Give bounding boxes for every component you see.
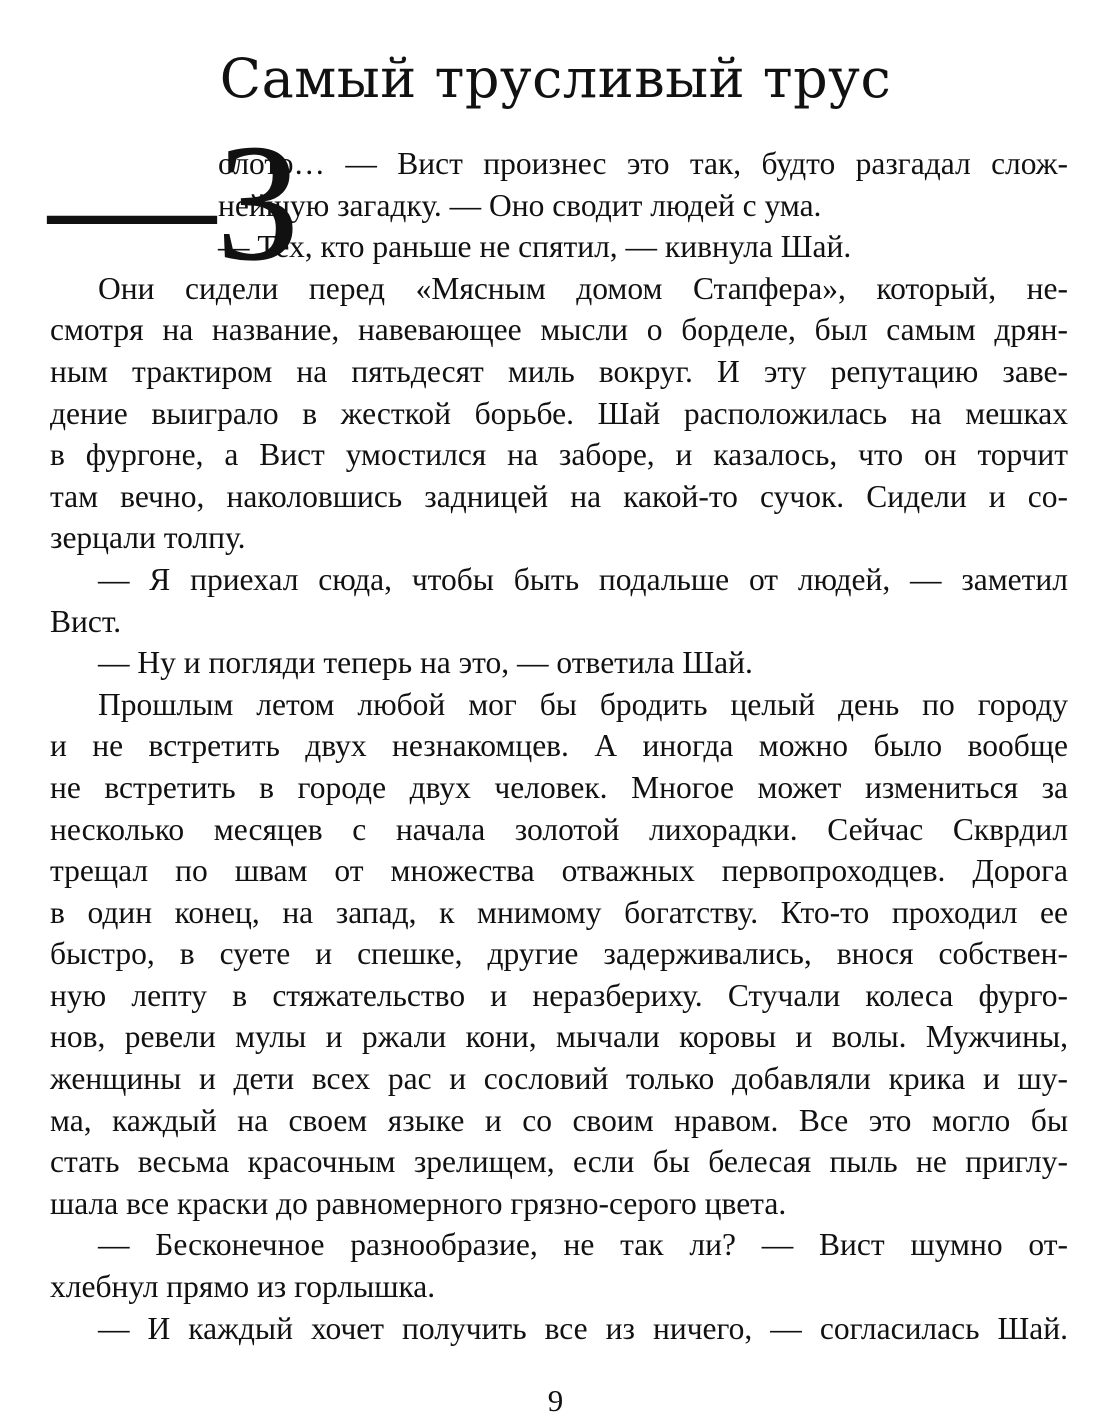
text-line: шала все краски до равномерного грязно-серого цвета. <box>50 1185 787 1221</box>
text-line: смотря на название, навевающее мысли о борделе, был самым дрян- <box>50 312 1068 348</box>
text-line: в один конец, на запад, к мнимому богатству. Кто-то проходил ее <box>50 894 1068 930</box>
text-line: не встретить в городе двух человек. Многое может измениться за <box>50 769 1068 805</box>
text-line: нейшую загадку. — Оно сводит людей с ума. <box>218 187 822 223</box>
text-line: нов, ревели мулы и ржали кони, мычали коровы и волы. Мужчины, <box>50 1019 1068 1055</box>
text-line: Прошлым летом любой мог бы бродить целый день по городу <box>98 686 1068 722</box>
body-text <box>50 143 1068 1349</box>
text-line: в фургоне, а Вист умостился на заборе, и казалось, что он торчит <box>50 437 1068 473</box>
text-line: — И каждый хочет получить все из ничего, — согласилась Шай. <box>98 1310 1068 1346</box>
text-line: Они сидели перед «Мясным домом Стапфера», который, не- <box>98 270 1068 306</box>
text-line: быстро, в суете и спешке, другие задерживались, внося собствен- <box>50 936 1068 972</box>
text-line: — Тех, кто раньше не спятил, — кивнула Шай. <box>218 229 852 265</box>
text-line: женщины и дети всех рас и сословий только добавляли крика и шу- <box>50 1061 1068 1097</box>
chapter-title: Самый трусливый трус <box>219 47 892 111</box>
text-line: — Я приехал сюда, чтобы быть подальше от людей, — заметил <box>98 561 1068 597</box>
text-line: ным трактиром на пятьдесят миль вокруг. И эту репутацию заве- <box>50 353 1068 389</box>
text-line: ную лепту в стяжательство и неразбериху. Стучали колеса фурго- <box>50 977 1068 1013</box>
text-line: — Ну и погляди теперь на это, — ответила Шай. <box>98 645 753 681</box>
page-number: 9 <box>547 1383 564 1418</box>
text-line: и не встретить двух незнакомцев. А иногда можно было вообще <box>50 728 1068 764</box>
text-line: несколько месяцев с начала золотой лихорадки. Сейчас Скврдил <box>50 811 1068 847</box>
text-line: стать весьма красочным зрелищем, если бы белесая пыль не приглу- <box>50 1144 1068 1180</box>
text-line: — Бесконечное разнообразие, не так ли? — Вист шумно от- <box>98 1227 1068 1263</box>
text-line: трещал по швам от множества отважных первопроходцев. Дорога <box>50 853 1068 889</box>
text-line: зерцали толпу. <box>50 520 246 556</box>
text-line: дение выиграло в жесткой борьбе. Шай расположилась на мешках <box>50 395 1068 431</box>
text-line: ма, каждый на своем языке и со своим нравом. Все это могло бы <box>50 1102 1068 1138</box>
text-line: Вист. <box>50 603 122 639</box>
text-line: там вечно, наколовшись задницей на какой-то сучок. Сидели и со- <box>50 478 1068 514</box>
text-line: хлебнул прямо из горлышка. <box>50 1269 436 1305</box>
text-line: олото… — Вист произнес это так, будто разгадал слож- <box>218 146 1068 181</box>
drop-cap: —З <box>48 110 301 296</box>
